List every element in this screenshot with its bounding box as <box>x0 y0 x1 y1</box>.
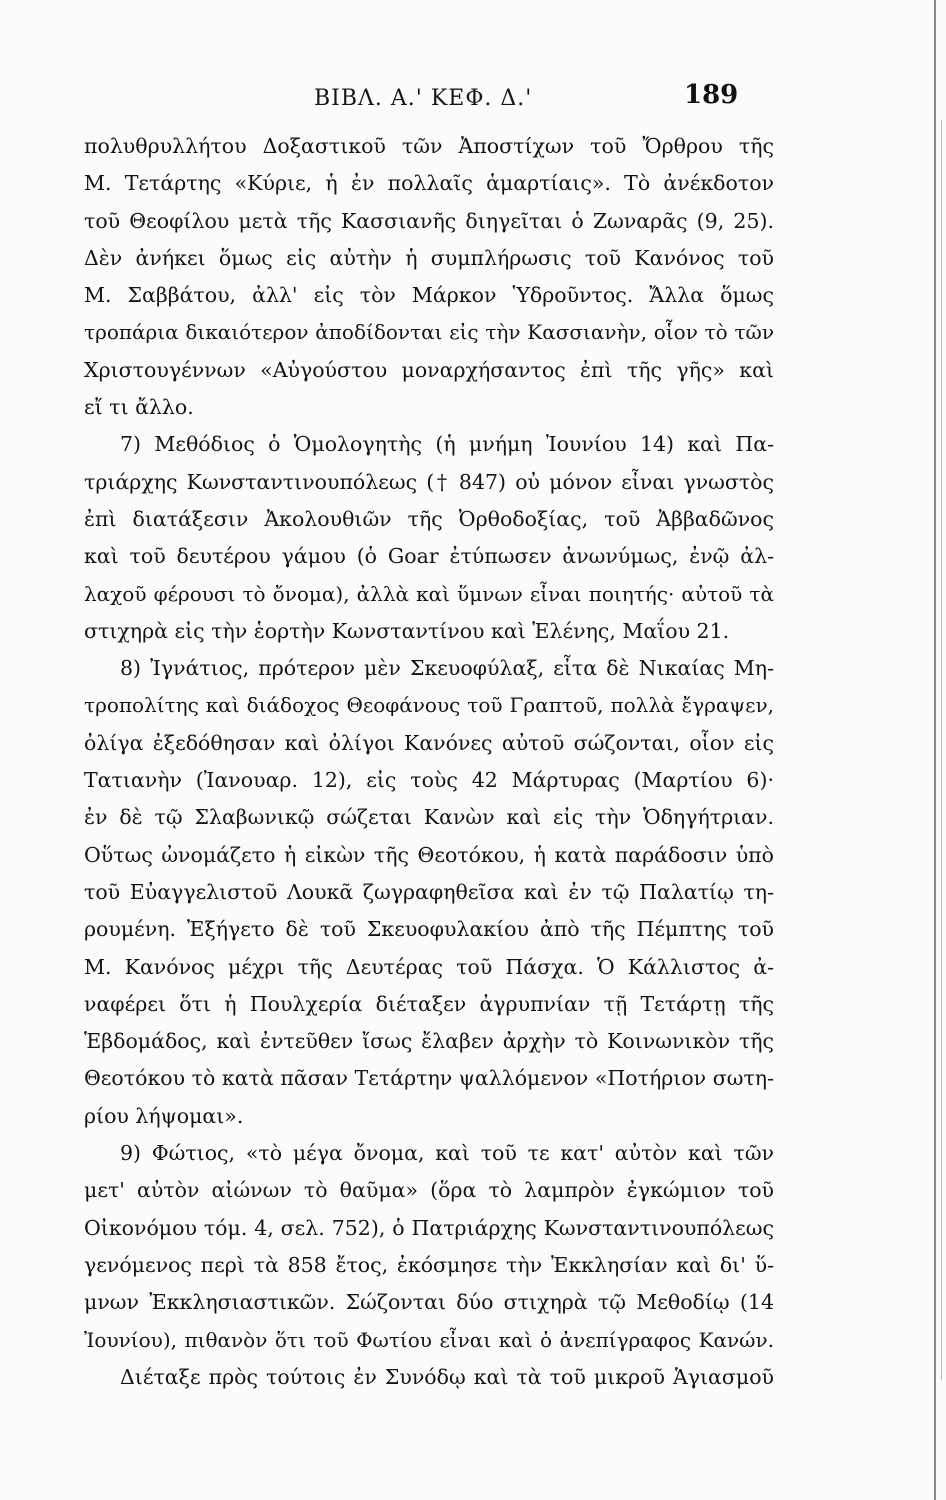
text-line: πολυθρυλλήτου Δοξαστικοῦ τῶν Ἀποστίχων τοῦ Ὄρθρου τῆς <box>84 134 774 158</box>
text-line: Διέταξε πρὸς τούτοις ἐν Συνόδῳ καὶ τὰ τοῦ μικροῦ Ἁγιασμοῦ <box>120 1364 774 1389</box>
text-line: μετ' αὐτὸν αἰώνων τὸ θαῦμα» (ὅρα τὸ λαμπρὸν ἐγκώμιον τοῦ <box>84 1178 774 1203</box>
text-line: ναφέρει ὅτι ἡ Πουλχερία διέταξεν ἀγρυπνίαν τῇ Τετάρτῃ τῆς <box>84 991 774 1016</box>
page-edge-shadow <box>934 0 936 1500</box>
text-line: Χριστουγέννων «Αὐγούστου μοναρχήσαντος ἐπὶ τῆς γῆς» καὶ <box>84 357 774 382</box>
text-line: Μ. Τετάρτης «Κύριε, ἡ ἐν πολλαῖς ἁμαρτίαις». Τὸ ἀνέκδοτον <box>84 171 774 196</box>
text-line: τοῦ Θεοφίλου μετὰ τῆς Κασσιανῆς διηγεῖται ὁ Ζωναρᾶς (9, 25). <box>84 208 774 233</box>
body-text <box>84 128 774 1396</box>
text-line: στιχηρὰ εἰς τὴν ἑορτὴν Κωνσταντίνου καὶ Ἑλένης, Μαΐου 21. <box>84 618 730 643</box>
text-line: ὀλίγα ἐξεδόθησαν καὶ ὀλίγοι Κανόνες αὐτοῦ σώζονται, οἷον εἰς <box>84 730 774 755</box>
text-line: Δὲν ἀνήκει ὅμως εἰς αὐτὴν ἡ συμπλήρωσις τοῦ Κανόνος τοῦ <box>84 245 774 270</box>
page-edge-line <box>941 120 942 1380</box>
text-line: Οἰκονόμου τόμ. 4, σελ. 752), ὁ Πατριάρχης Κωνσταντινουπόλεως <box>84 1215 774 1240</box>
text-line: Μ. Σαββάτου, ἀλλ' εἰς τὸν Μάρκον Ὑδροῦντος. Ἄλλα ὅμως <box>84 283 774 308</box>
text-line: λαχοῦ φέρουσι τὸ ὄνομα), ἀλλὰ καὶ ὕμνων εἶναι ποιητής· αὐτοῦ τὰ <box>84 581 774 606</box>
text-line: εἴ τι ἄλλο. <box>84 395 194 420</box>
text-line: ἐπὶ διατάξεσιν Ἀκολουθιῶν τῆς Ὀρθοδοξίας, τοῦ Ἀββαδῶνος <box>84 506 774 531</box>
text-line: 8) Ἰγνάτιος, πρότερον μὲν Σκευοφύλαξ, εἶτα δὲ Νικαίας Μη- <box>120 656 774 681</box>
text-line: Ἑβδομάδος, καὶ ἐντεῦθεν ἴσως ἔλαβεν ἀρχὴν τὸ Κοινωνικὸν τῆς <box>84 1029 774 1054</box>
text-line: τροπάρια δικαιότερον ἀποδίδονται εἰς τὴν Κασσιανὴν, οἷον τὸ τῶν <box>84 320 774 345</box>
text-line: μνων Ἐκκλησιαστικῶν. Σώζονται δύο στιχηρὰ τῷ Μεθοδίῳ (14 <box>84 1290 774 1315</box>
text-line: 7) Μεθόδιος ὁ Ὁμολογητὴς (ἡ μνήμη Ἰουνίου 14) καὶ Πα- <box>120 432 774 457</box>
text-line: καὶ τοῦ δευτέρου γάμου (ὁ Goar ἐτύπωσεν ἀνωνύμως, ἐνῷ ἀλ- <box>84 544 774 569</box>
text-line: γενόμενος περὶ τὰ 858 ἔτος, ἐκόσμησε τὴν Ἐκκλησίαν καὶ δι' ὕ- <box>84 1252 774 1277</box>
text-line: ἐν δὲ τῷ Σλαβωνικῷ σώζεται Κανὼν καὶ εἰς τὴν Ὁδηγήτριαν. <box>84 805 774 830</box>
text-line: τροπολίτης καὶ διάδοχος Θεοφάνους τοῦ Γραπτοῦ, πολλὰ ἔγραψεν, <box>84 693 774 718</box>
running-head: ΒΙΒΛ. Α.' ΚΕΦ. Δ.' <box>314 86 533 111</box>
page-number: 189 <box>684 80 739 110</box>
text-line: ρουμένη. Ἐξήγετο δὲ τοῦ Σκευοφυλακίου ἀπὸ τῆς Πέμπτης τοῦ <box>84 917 774 942</box>
text-line: Θεοτόκου τὸ κατὰ πᾶσαν Τετάρτην ψαλλόμενον «Ποτήριον σωτη- <box>84 1066 774 1091</box>
text-line: Οὕτως ὠνομάζετο ἡ εἰκὼν τῆς Θεοτόκου, ἡ κατὰ παράδοσιν ὑπὸ <box>84 842 774 867</box>
text-line: τριάρχης Κωνσταντινουπόλεως († 847) οὐ μόνον εἶναι γνωστὸς <box>84 469 774 494</box>
text-line: Μ. Κανόνος μέχρι τῆς Δευτέρας τοῦ Πάσχα. Ὁ Κάλλιστος ἀ- <box>84 954 774 979</box>
text-line: τοῦ Εὐαγγελιστοῦ Λουκᾶ ζωγραφηθεῖσα καὶ ἐν τῷ Παλατίῳ τη- <box>84 879 774 904</box>
text-line: Τατιανὴν (Ἰανουαρ. 12), εἰς τοὺς 42 Μάρτυρας (Μαρτίου 6)· <box>84 768 774 793</box>
text-line: Ἰουνίου), πιθανὸν ὅτι τοῦ Φωτίου εἶναι καὶ ὁ ἀνεπίγραφος Κανών. <box>84 1327 774 1352</box>
text-line: ρίου λήψομαι». <box>84 1103 244 1128</box>
text-line: 9) Φώτιος, «τὸ μέγα ὄνομα, καὶ τοῦ τε κατ' αὐτὸν καὶ τῶν <box>120 1141 774 1166</box>
